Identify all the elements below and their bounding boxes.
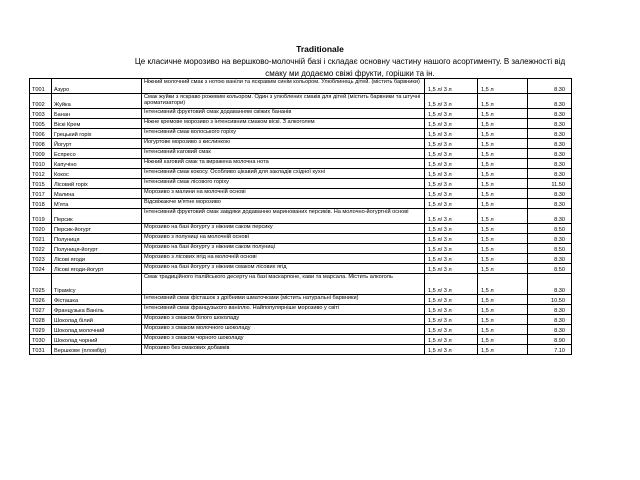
product-price: 8.30 [528, 199, 572, 209]
volume-options: 1,5 л/ 3 л [425, 119, 478, 129]
product-price: 8.50 [528, 264, 572, 274]
product-name: Лісові ягоди [52, 254, 142, 264]
table-row [30, 325, 572, 335]
document-title: Traditionale [296, 44, 344, 54]
table-row [30, 119, 572, 129]
product-name: Персик-йогурт [52, 224, 142, 234]
product-code: T026 [30, 295, 52, 305]
product-price: 8.30 [528, 94, 572, 109]
product-code: T017 [30, 189, 52, 199]
product-price: 8.30 [528, 189, 572, 199]
volume-options: 1,5 л/ 3 л [425, 94, 478, 109]
volume-unit: 1,5 л [478, 94, 528, 109]
volume-options: 1,5 л/ 3 л [425, 169, 478, 179]
product-price: 8.30 [528, 129, 572, 139]
table-row [30, 169, 572, 179]
product-price: 7.10 [528, 345, 572, 355]
product-description: Інтенсивний смак кокосу. Особливо цікавий для закладів східної кухні [142, 169, 425, 179]
volume-unit: 1,5 л [478, 179, 528, 189]
volume-options: 1,5 л/ 3 л [425, 305, 478, 315]
product-code: T015 [30, 179, 52, 189]
volume-unit: 1,5 л [478, 139, 528, 149]
volume-options: 1,5 л/ 3 л [425, 209, 478, 224]
volume-unit: 1,5 л [478, 199, 528, 209]
product-name: Малина [52, 189, 142, 199]
product-name: Полуниця [52, 234, 142, 244]
volume-unit: 1,5 л [478, 119, 528, 129]
volume-options: 1,5 л/ 3 л [425, 159, 478, 169]
product-code: T001 [30, 79, 52, 94]
volume-options: 1,5 л/ 3 л [425, 345, 478, 355]
product-price: 8.30 [528, 119, 572, 129]
volume-unit: 1,5 л [478, 159, 528, 169]
product-code: T021 [30, 234, 52, 244]
product-code: T019 [30, 209, 52, 224]
product-code: T010 [30, 159, 52, 169]
product-description: Морозиво з лісових ягід на молочній основі [142, 254, 425, 264]
product-name: Банан [52, 109, 142, 119]
product-price: 8.30 [528, 305, 572, 315]
product-code: T027 [30, 305, 52, 315]
product-code: T005 [30, 119, 52, 129]
product-price: 8.30 [528, 159, 572, 169]
table-row [30, 149, 572, 159]
product-description: Морозиво на базі йогурту з ніжним смаком лісових ягід [142, 264, 425, 274]
product-description: Морозиво на базі йогурту з ніжним саком персику [142, 224, 425, 234]
table-row [30, 159, 572, 169]
product-description: Морозиво з смаком білого шоколаду [142, 315, 425, 325]
table-row [30, 254, 572, 264]
volume-options: 1,5 л/ 3 л [425, 335, 478, 345]
volume-options: 1,5 л/ 3 л [425, 179, 478, 189]
product-code: T002 [30, 94, 52, 109]
product-code: T003 [30, 109, 52, 119]
product-name: Йогурт [52, 139, 142, 149]
product-name: Жуйка [52, 94, 142, 109]
product-description: Морозиво на базі йогурту з ніжним саком полуниці [142, 244, 425, 254]
product-name: Французька Ваніль [52, 305, 142, 315]
product-description: Ніжний молочний смак з нотою ваніли та яскравим синім кольором. Улюблинець дітей. (містить барвники) [142, 79, 425, 94]
product-price: 8.30 [528, 109, 572, 119]
product-name: Капучіно [52, 159, 142, 169]
product-description: Ніжне кремове морозиво з інтенсивним смаком віскі. З алкоголем [142, 119, 425, 129]
table-row [30, 335, 572, 345]
volume-unit: 1,5 л [478, 129, 528, 139]
product-price: 8.50 [528, 244, 572, 254]
volume-options: 1,5 л/ 3 л [425, 244, 478, 254]
product-description: Морозиво з смаком чорного шоколаду [142, 335, 425, 345]
volume-options: 1,5 л/ 3 л [425, 109, 478, 119]
volume-options: 1,5 л/ 3 л [425, 254, 478, 264]
product-description: Ніжний каговий смак та виражена молочна нота [142, 159, 425, 169]
volume-unit: 1,5 л [478, 109, 528, 119]
product-price: 8.30 [528, 149, 572, 159]
product-description: Інтенсивний смак волоського горіху [142, 129, 425, 139]
product-code: T006 [30, 129, 52, 139]
intro-paragraph: Це класичне морозиво на вершково-молочній базі і складає основну частину нашого асортименту. В залежності від смаку ми додаємо свіжі фрукти, горішки та ін. [134, 57, 566, 78]
product-description: Морозиво з малини на молочній основі [142, 189, 425, 199]
product-price: 11.50 [528, 179, 572, 189]
product-name: Шоколад білий [52, 315, 142, 325]
product-name: Вершкове (пломбір) [52, 345, 142, 355]
table-row [30, 189, 572, 199]
product-price: 8.30 [528, 315, 572, 325]
product-code: T025 [30, 274, 52, 295]
volume-unit: 1,5 л [478, 189, 528, 199]
table-row [30, 295, 572, 305]
volume-unit: 1,5 л [478, 209, 528, 224]
volume-options: 1,5 л/ 3 л [425, 264, 478, 274]
volume-unit: 1,5 л [478, 274, 528, 295]
volume-options: 1,5 л/ 3 л [425, 139, 478, 149]
product-price: 8.30 [528, 79, 572, 94]
volume-unit: 1,5 л [478, 79, 528, 94]
product-description: Інтенсивний смак фісташок з дрібними шматочками (містить натуральні барвники) [142, 295, 425, 305]
volume-options: 1,5 л/ 3 л [425, 129, 478, 139]
volume-unit: 1,5 л [478, 244, 528, 254]
product-description: Морозиво з полуниці на молочній основі [142, 234, 425, 244]
product-table [29, 78, 572, 355]
product-code: T022 [30, 244, 52, 254]
volume-unit: 1,5 л [478, 295, 528, 305]
table-row [30, 209, 572, 224]
product-price: 8.90 [528, 335, 572, 345]
product-name: Фісташка [52, 295, 142, 305]
volume-options: 1,5 л/ 3 л [425, 295, 478, 305]
product-name: Тірамісу [52, 274, 142, 295]
volume-unit: 1,5 л [478, 169, 528, 179]
volume-unit: 1,5 л [478, 345, 528, 355]
product-name: Лісові ягоди-йогурт [52, 264, 142, 274]
volume-unit: 1,5 л [478, 254, 528, 264]
table-row [30, 199, 572, 209]
product-price: 8.30 [528, 139, 572, 149]
product-price: 8.30 [528, 325, 572, 335]
product-price: 10.50 [528, 295, 572, 305]
product-description: Смак жуйки з яскраво рожевим кольором. Один з улюблених смаків для дітей (містить барвники та штучні ароматизатори) [142, 94, 425, 109]
volume-unit: 1,5 л [478, 335, 528, 345]
volume-unit: 1,5 л [478, 305, 528, 315]
volume-unit: 1,5 л [478, 315, 528, 325]
product-description: Інтенсивний фруктовий смак завдяки додаванню маринованих персиків. На молочно-йогуртній основі [142, 209, 425, 224]
product-code: T024 [30, 264, 52, 274]
product-code: T018 [30, 199, 52, 209]
table-row [30, 224, 572, 234]
product-code: T023 [30, 254, 52, 264]
volume-options: 1,5 л/ 3 л [425, 325, 478, 335]
table-row [30, 179, 572, 189]
volume-options: 1,5 л/ 3 л [425, 79, 478, 94]
table-row [30, 274, 572, 295]
product-price: 8.30 [528, 209, 572, 224]
volume-unit: 1,5 л [478, 325, 528, 335]
product-description: Інтенсивний смак лісового горіху [142, 179, 425, 189]
product-code: T031 [30, 345, 52, 355]
table-row [30, 139, 572, 149]
product-description: Відсвіжаюче м'ятне морозиво [142, 199, 425, 209]
table-row [30, 264, 572, 274]
table-row [30, 345, 572, 355]
volume-unit: 1,5 л [478, 149, 528, 159]
product-name: Лісовий горіх [52, 179, 142, 189]
volume-options: 1,5 л/ 3 л [425, 149, 478, 159]
product-description: Йогуртове морозиво з кислинкою [142, 139, 425, 149]
volume-options: 1,5 л/ 3 л [425, 234, 478, 244]
product-name: Полуниця-йогурт [52, 244, 142, 254]
product-name: М'ята [52, 199, 142, 209]
product-description: Інтенсивний каговий смак [142, 149, 425, 159]
table-row [30, 244, 572, 254]
product-code: T020 [30, 224, 52, 234]
product-name: Віскі Крем [52, 119, 142, 129]
product-rows [30, 79, 572, 355]
volume-options: 1,5 л/ 3 л [425, 224, 478, 234]
table-row [30, 94, 572, 109]
product-description: Інтенсивний смак французького ваніллю. Найпопулярніше морозиво у світі [142, 305, 425, 315]
table-row [30, 129, 572, 139]
volume-unit: 1,5 л [478, 234, 528, 244]
product-name: Персик [52, 209, 142, 224]
product-code: T012 [30, 169, 52, 179]
product-name: Азуро [52, 79, 142, 94]
table-row [30, 109, 572, 119]
product-description: Інтенсивний фруктовий смак додаванням свіжих бананів [142, 109, 425, 119]
volume-unit: 1,5 л [478, 264, 528, 274]
product-description: Морозиво з смаком молочного шоколаду [142, 325, 425, 335]
product-price: 8.30 [528, 234, 572, 244]
product-name: Еспресо [52, 149, 142, 159]
volume-options: 1,5 л/ 3 л [425, 189, 478, 199]
product-price: 8.30 [528, 169, 572, 179]
product-description: Морозиво без смакових добавків [142, 345, 425, 355]
product-name: Шоколад чорний [52, 335, 142, 345]
product-code: T028 [30, 315, 52, 325]
volume-options: 1,5 л/ 3 л [425, 199, 478, 209]
product-code: T008 [30, 139, 52, 149]
product-description: Смак традиційного італійського десерту на базі маскарпоне, кави та марсала. Містить алкоголь [142, 274, 425, 295]
product-code: T030 [30, 335, 52, 345]
table-row [30, 79, 572, 94]
product-price: 8.30 [528, 274, 572, 295]
product-price: 8.50 [528, 224, 572, 234]
table-row [30, 234, 572, 244]
table-row [30, 305, 572, 315]
product-code: T029 [30, 325, 52, 335]
product-name: Шоколад молочний [52, 325, 142, 335]
product-name: Кокос [52, 169, 142, 179]
table-row [30, 315, 572, 325]
product-code: T009 [30, 149, 52, 159]
product-name: Грецький горіх [52, 129, 142, 139]
volume-unit: 1,5 л [478, 224, 528, 234]
volume-options: 1,5 л/ 3 л [425, 274, 478, 295]
product-price: 8.30 [528, 254, 572, 264]
volume-options: 1,5 л/ 3 л [425, 315, 478, 325]
